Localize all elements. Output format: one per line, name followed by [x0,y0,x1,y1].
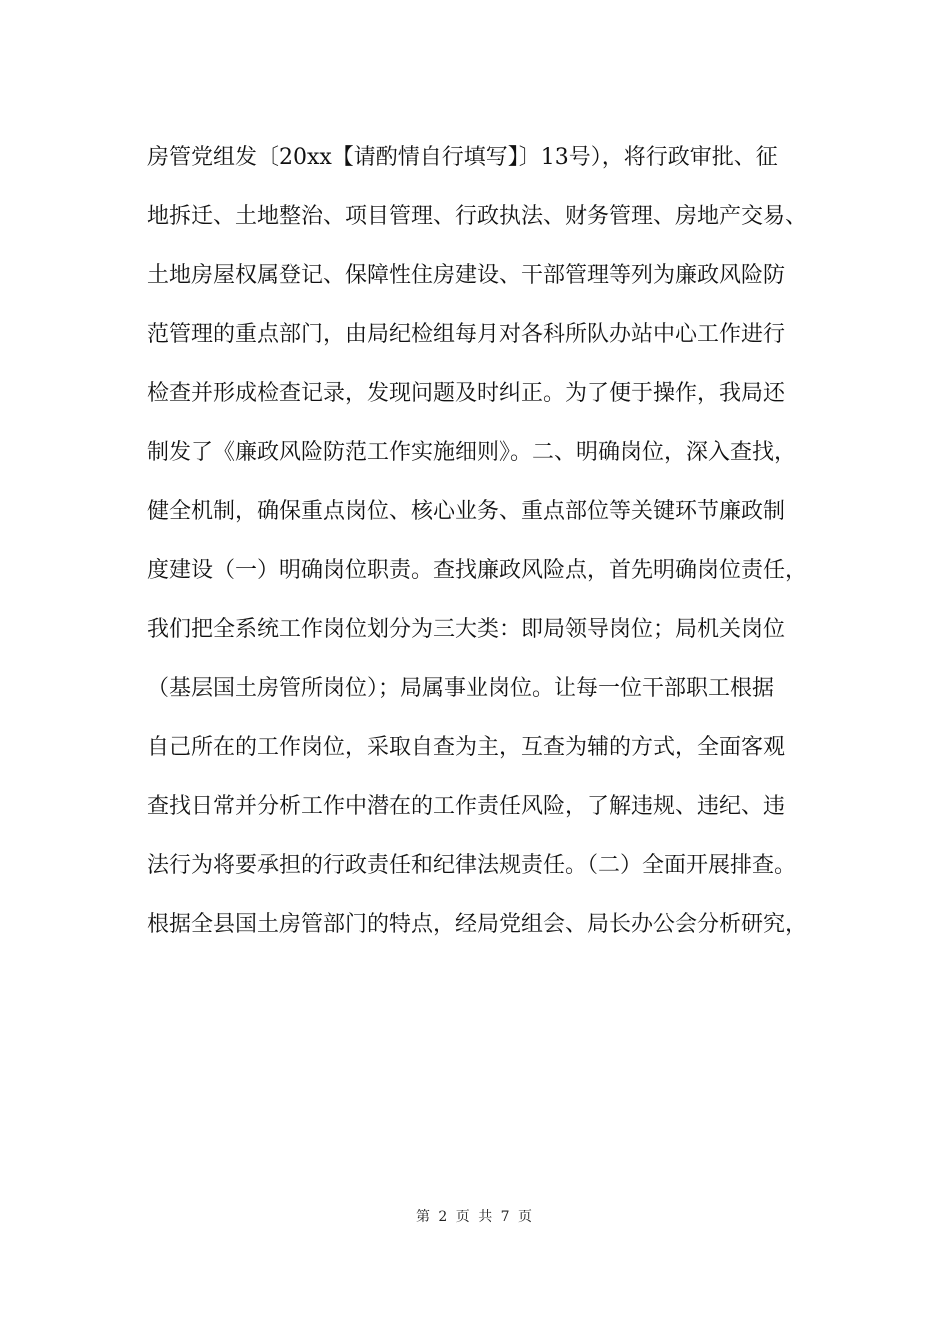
text-line: 检查并形成检查记录，发现问题及时纠正。为了便于操作，我局还 [147,381,786,406]
text-line: 度建设（一）明确岗位职责。查找廉政风险点，首先明确岗位责任， [147,558,808,583]
text-line: 健全机制，确保重点岗位、核心业务、重点部位等关键环节廉政制 [147,499,786,524]
text-line: 地拆迁、土地整治、项目管理、行政执法、财务管理、房地产交易、 [147,204,808,229]
text-line: 土地房屋权属登记、保障性住房建设、干部管理等列为廉政风险防 [147,263,786,288]
page-number-footer: 第 2 页 共 7 页 [415,1209,535,1225]
text-line: （基层国土房管所岗位）；局属事业岗位。让每一位干部职工根据 [147,676,775,701]
text-line: 根据全县国土房管部门的特点，经局党组会、局长办公会分析研究， [147,912,808,937]
text-line: 我们把全系统工作岗位划分为三大类：即局领导岗位；局机关岗位 [147,617,786,642]
text-line: 房管党组发〔20xx【请酌情自行填写】〕13号），将行政审批、征 [147,145,778,170]
text-line: 制发了《廉政风险防范工作实施细则》。二、明确岗位，深入查找， [147,440,797,465]
text-line: 法行为将要承担的行政责任和纪律法规责任。（二）全面开展排查。 [147,853,797,878]
text-line: 查找日常并分析工作中潜在的工作责任风险，了解违规、违纪、违 [147,794,786,819]
body-text [147,128,837,954]
text-line: 自己所在的工作岗位，采取自查为主，互查为辅的方式，全面客观 [147,735,786,760]
text-line: 范管理的重点部门，由局纪检组每月对各科所队办站中心工作进行 [147,322,786,347]
